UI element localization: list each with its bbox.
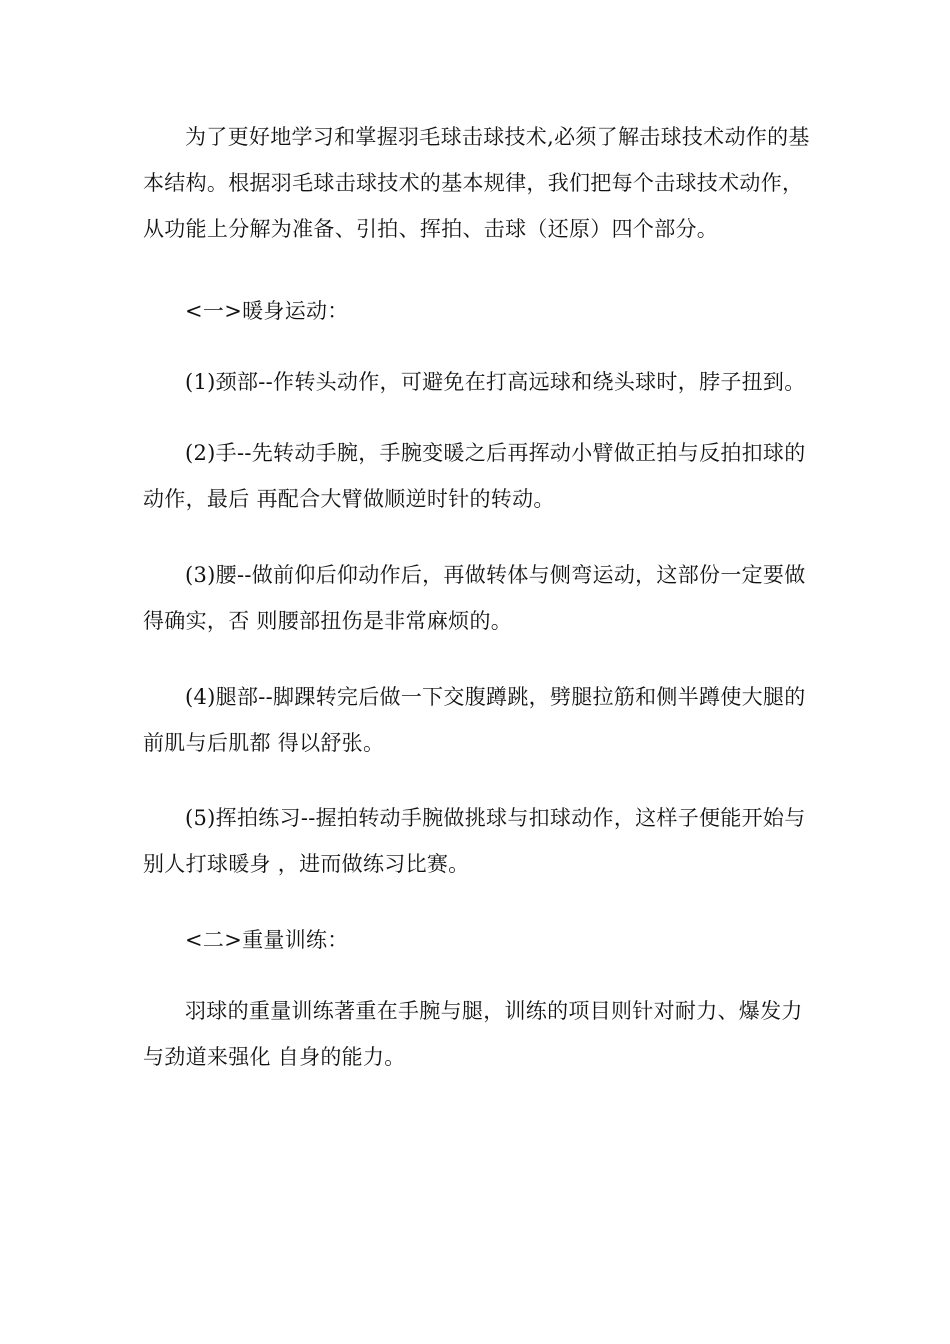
intro-line-2: 本结构。根据羽毛球击球技术的基本规律，我们把每个击球技术动作， [143,171,804,195]
warmup-item-legs [143,674,807,766]
item-4-line-2: 前肌与后肌都 得以舒张。 [143,731,385,755]
item-2-line-1: (2)手--先转动手腕，手腕变暖之后再挥动小臂做正拍与反拍扣球的 [185,441,806,465]
closing-line-1: 羽球的重量训练著重在手腕与腿，训练的项目则针对耐力、爆发力 [185,999,803,1023]
warmup-item-hand [143,430,807,522]
item-3-line-1: (3)腰--做前仰后仰动作后，再做转体与侧弯运动，这部份一定要做 [185,563,806,587]
item-2-line-2: 动作，最后 再配合大臂做顺逆时针的转动。 [143,487,555,511]
item-5-line-1: (5)挥拍练习--握拍转动手腕做挑球与扣球动作，这样子便能开始与 [185,806,806,830]
warmup-item-neck [143,359,807,405]
closing-line-2: 与劲道来强化 自身的能力。 [143,1045,406,1069]
item-1-line-1: (1)颈部--作转头动作，可避免在打高远球和绕头球时，脖子扭到。 [185,370,806,394]
section-heading-warmup: <一>暖身运动： [185,299,349,323]
item-5-line-2: 别人打球暖身 ，进而做练习比赛。 [143,852,470,876]
weight-training-paragraph [143,988,807,1080]
item-4-line-1: (4)腿部--脚踝转完后做一下交腹蹲跳，劈腿拉筋和侧半蹲使大腿的 [185,685,806,709]
intro-line-1: 为了更好地学习和掌握羽毛球击球技术,必须了解击球技术动作的基 [185,125,810,149]
warmup-item-waist [143,552,807,644]
intro-line-3: 从功能上分解为准备、引拍、挥拍、击球（还原）四个部分。 [143,217,719,241]
item-3-line-2: 得确实，否 则腰部扭伤是非常麻烦的。 [143,609,513,633]
warmup-item-swing-practice [143,795,807,887]
section-heading-weight-training: <二>重量训练： [185,928,349,952]
intro-paragraph [143,114,810,252]
